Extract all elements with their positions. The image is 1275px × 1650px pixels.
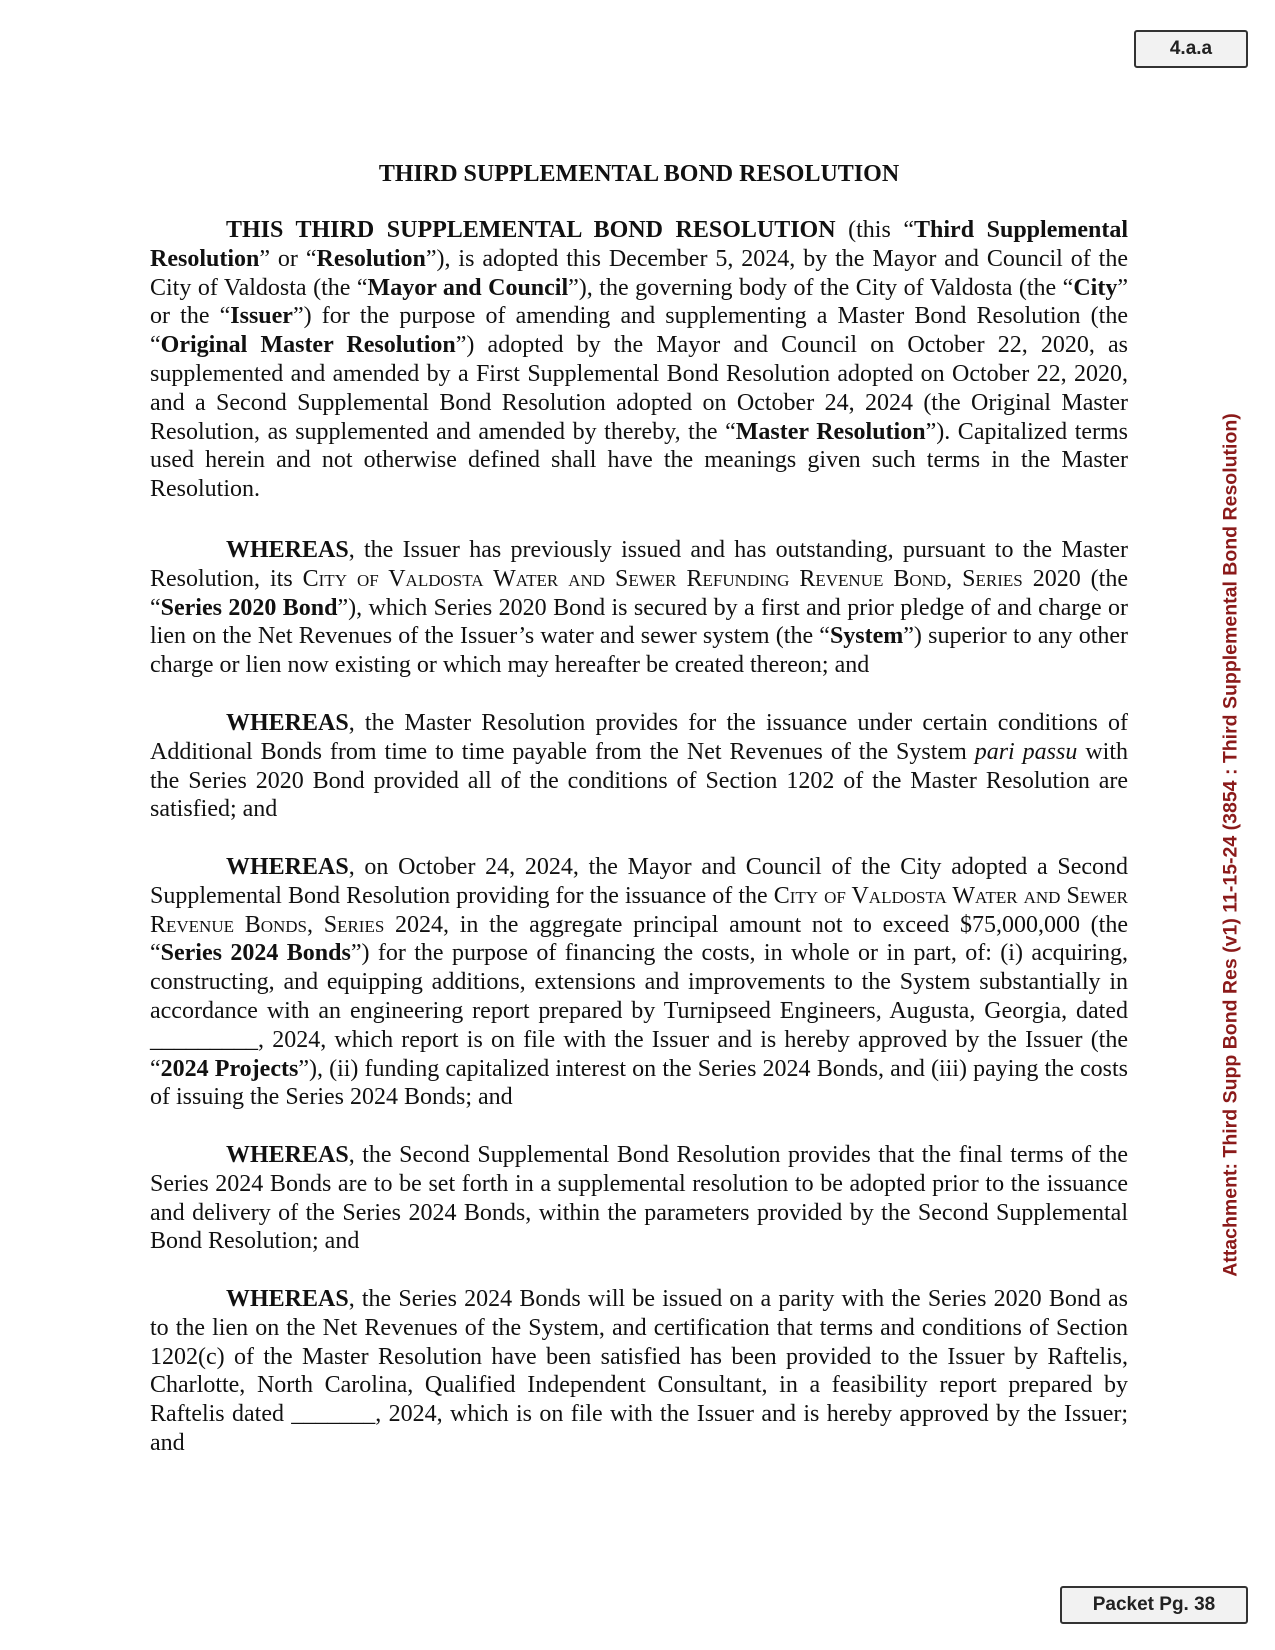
text-run: ”) superior to any other charge or lien now existing or which may hereafter be created thereon; and xyxy=(150,623,1129,679)
text-run: with the Series 2020 Bond provided all of the conditions of Section 1202 of the Master Resolution are satisfied; and xyxy=(150,738,1128,823)
text-run: ”) for the purpose of financing the costs, in whole or in part, of: (i) acquiring, constructing, and equipping additions, extensions and improvements to the System substantially in accordance with an engineering report prepared by Turnipseed Engineers, Augusta, Georgia, dated _________, 2024, which report is on file with the Issuer and is hereby approved by the Issuer (the “ xyxy=(150,940,1128,1082)
text-run: (this “ xyxy=(835,217,915,243)
defined-term: 2024 Projects xyxy=(160,1055,299,1082)
defined-term: Issuer xyxy=(230,303,293,330)
document-title: THIRD SUPPLEMENTAL BOND RESOLUTION xyxy=(378,161,900,187)
whereas-term: WHEREAS xyxy=(226,710,349,736)
text-run: , on October 24, 2024, the Mayor and Council of the City adopted a Second Supplemental Bond Resolution providing for the issuance of the xyxy=(150,854,1128,909)
paragraph-whereas-5 xyxy=(150,1285,1128,1458)
defined-term: Third Supplemental Resolution xyxy=(150,217,1128,272)
defined-term: System xyxy=(829,623,904,650)
text-run: ”) for the purpose of amending and supplementing a Master Bond Resolution (the “ xyxy=(150,303,1128,359)
bond-name: City of Valdosta Water and Sewer Refunding Revenue Bond, Series 2020 xyxy=(302,565,1081,592)
bond-name: City of Valdosta Water and Sewer Revenue Bonds, Series 2024 xyxy=(150,882,1128,938)
defined-term: Original Master Resolution xyxy=(160,332,456,359)
text-run: ”), which Series 2020 Bond is secured by a first and prior pledge of and charge or lien on the Net Revenues of the Issuer’s water and sewer system (the “ xyxy=(150,594,1129,650)
text-run: , the Second Supplemental Bond Resolution provides that the final terms of the Series 2024 Bonds are to be set forth in a supplemental resolution to be adopted prior to the issuance and delivery of the Series 2024 Bonds, within the parameters provided by the Second Supplemental Bond Resolution; and xyxy=(150,1142,1128,1255)
paragraph-whereas-1 xyxy=(150,536,1128,680)
text-run: ”), the governing body of the City of Valdosta (the “ xyxy=(568,274,1074,301)
attachment-side-note: Attachment: Third Supp Bond Res (v1) 11-15-24 (3854 : Third Supplemental Bond Resolution) xyxy=(1219,413,1242,1277)
text-run: ”) adopted by the Mayor and Council on October 22, 2020, as supplemented and amended by a First Supplemental Bond Resolution adopted on October 22, 2020, and a Second Supplemental Bond Resolution adopted on October 24, 2024 (the Original Master Resolution, as supplemented and amended by thereby, the “ xyxy=(150,332,1129,445)
text-run: ”). Capitalized terms used herein and not otherwise defined shall have the meanings given such terms in the Master Resolution. xyxy=(150,418,1129,503)
text-run: , in the aggregate principal amount not to exceed $75,000,000 (the “ xyxy=(150,911,1128,967)
defined-term: City xyxy=(1073,274,1118,301)
text-run: ”), is adopted this December 5, 2024, by the Mayor and Council of the City of Valdosta (the “ xyxy=(150,245,1128,301)
text-run: , the Issuer has previously issued and has outstanding, pursuant to the Master Resolution, its xyxy=(150,537,1128,592)
text-run: ”), (ii) funding capitalized interest on the Series 2024 Bonds, and (iii) paying the costs of issuing the Series 2024 Bonds; and xyxy=(150,1055,1128,1111)
text-run: ” or the “ xyxy=(150,274,1128,330)
packet-page-badge: Packet Pg. 38 xyxy=(1060,1586,1248,1624)
defined-term: Resolution xyxy=(316,245,426,272)
lead-term: THIS THIRD SUPPLEMENTAL BOND RESOLUTION xyxy=(226,217,836,243)
defined-term: Master Resolution xyxy=(735,418,926,445)
text-run: (the “ xyxy=(150,565,1128,621)
text-run: , the Series 2024 Bonds will be issued on a parity with the Series 2020 Bond as to the lien on the Net Revenues of the System, and certification that terms and conditions of Section 1202(c) of the Master Resolution have been satisfied has been provided to the Issuer by Raftelis, Charlotte, North Carolina, Qualified Independent Consultant, in a feasibility report prepared by Raftelis dated _______, 2024, which is on file with the Issuer and is hereby approved by the Issuer; and xyxy=(150,1286,1128,1456)
defined-term: Series 2020 Bond xyxy=(160,594,338,621)
paragraph-whereas-3 xyxy=(150,853,1128,1112)
agenda-item-badge: 4.a.a xyxy=(1134,30,1248,68)
text-run: ” or “ xyxy=(259,245,317,272)
latin-term: pari passu xyxy=(974,738,1078,765)
defined-term: Series 2024 Bonds xyxy=(160,940,351,967)
whereas-term: WHEREAS xyxy=(226,854,349,880)
defined-term: Mayor and Council xyxy=(367,274,569,301)
paragraph-whereas-4 xyxy=(150,1141,1128,1256)
paragraph-whereas-2 xyxy=(150,709,1128,824)
whereas-term: WHEREAS xyxy=(226,1286,349,1312)
text-run: , the Master Resolution provides for the issuance under certain conditions of Additional Bonds from time to time payable from the Net Revenues of the System xyxy=(150,710,1128,765)
whereas-term: WHEREAS xyxy=(226,1142,349,1168)
whereas-term: WHEREAS xyxy=(226,537,349,563)
paragraph-preamble xyxy=(150,216,1128,504)
